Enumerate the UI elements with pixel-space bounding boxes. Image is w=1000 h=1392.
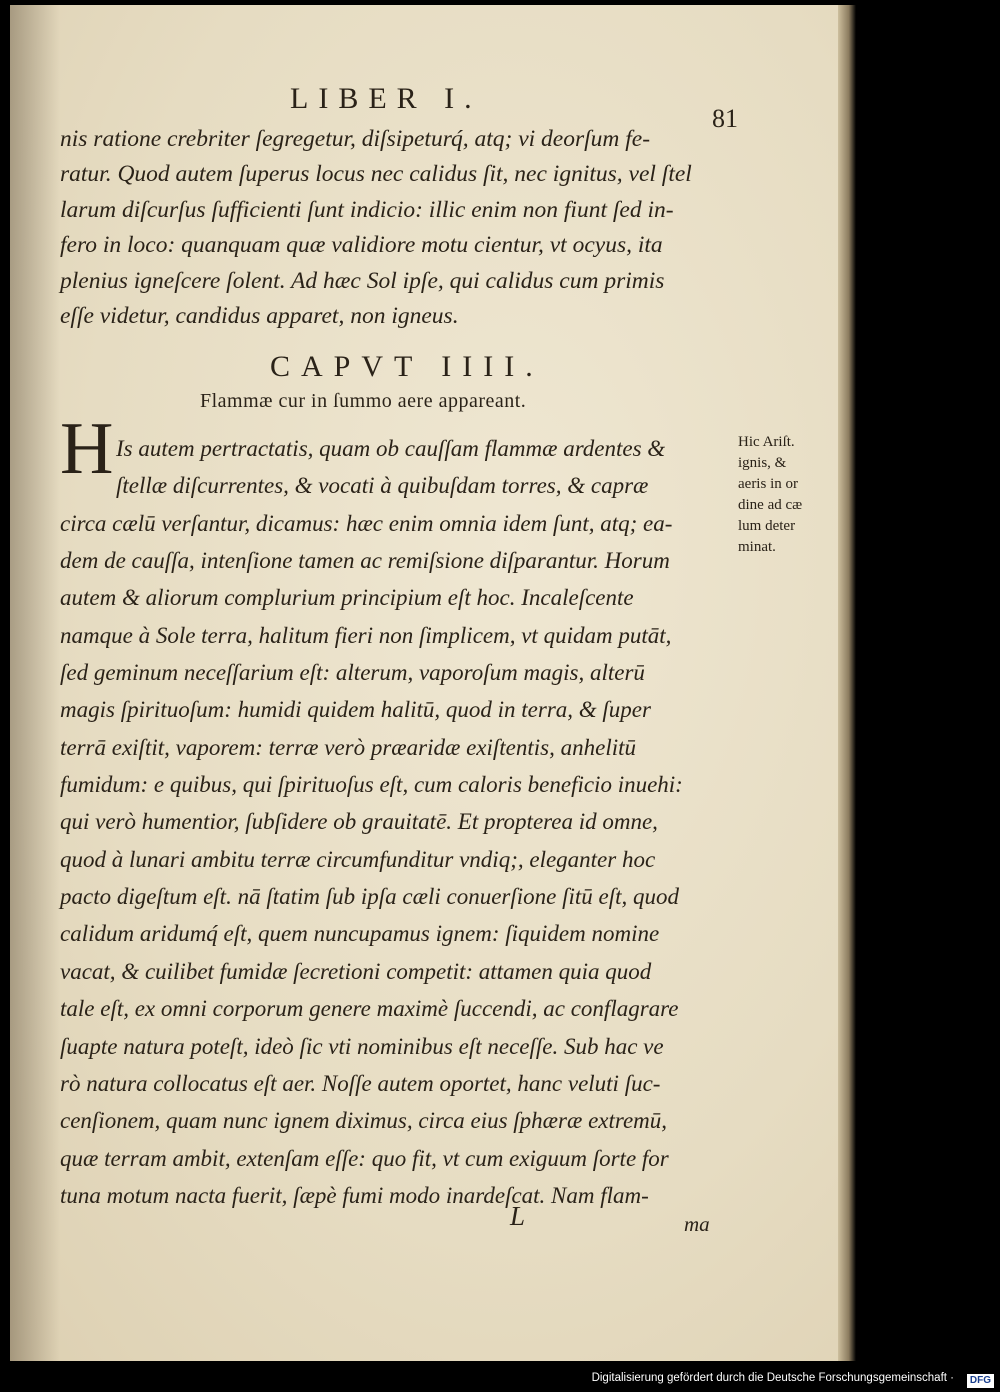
text-line: calidum aridumq́ eſt, quem nuncupamus ignem: ſiquidem nomine <box>60 921 660 947</box>
text-line: ſed geminum neceſſarium eſt: alterum, vaporoſum magis, alterū <box>60 660 645 686</box>
dfg-logo[interactable]: DFG <box>967 1374 994 1388</box>
chapter-heading: CAPVT IIII. <box>270 350 544 383</box>
text-line: cenſionem, quam nunc ignem diximus, circa eius ſphæræ extremū, <box>60 1108 668 1134</box>
text-line: quod à lunari ambitu terræ circumfunditur vndiq;, eleganter hoc <box>60 846 656 872</box>
text-line: namque à Sole terra, halitum fieri non ſimplicem, vt quidam putāt, <box>60 622 672 648</box>
text-line: terrā exiſtit, vaporem: terræ verò præaridæ exiſtentis, anhelitū <box>60 734 636 760</box>
drop-cap: H <box>60 408 114 490</box>
text-line: qui verò humentior, ſubſidere ob grauitatē. Et propterea id omne, <box>60 809 658 835</box>
text-line: plenius igneſcere ſolent. Ad hæc Sol ipſe, qui calidus cum primis <box>60 267 665 294</box>
catchword: ma <box>684 1212 710 1236</box>
margin-line: aeris in or <box>738 476 798 492</box>
margin-line: lum deter <box>738 518 796 534</box>
text-line: circa cælū verſantur, dicamus: hæc enim omnia idem ſunt, atq; ea- <box>60 510 673 536</box>
marginal-note <box>738 432 843 558</box>
text-line: nis ratione crebriter ſegregetur, diſsipeturq́, atq; vi deorſum fe- <box>60 126 651 152</box>
text-line: ratur. Quod autem ſuperus locus nec calidus ſit, nec ignitus, vel ſtel <box>60 161 692 188</box>
text-line: fumidum: e quibus, qui ſpirituoſus eſt, cum caloris beneficio inuehi: <box>60 772 683 798</box>
text-line: quæ terram ambit, extenſam eſſe: quo fit, vt cum exiguum ſorte for <box>60 1145 669 1171</box>
text-line: magis ſpirituoſum: humidi quidem halitū, quod in terra, & ſuper <box>60 697 651 723</box>
text-line: tale eſt, ex omni corporum genere maximè ſuccendi, ac conflagrare <box>60 996 679 1022</box>
text-line: larum diſcurſus ſufficienti ſunt indicio: illic enim non fiunt ſed in- <box>60 196 674 223</box>
margin-line: dine ad cæ <box>738 497 803 513</box>
signature-mark: L <box>510 1201 526 1231</box>
folio-number: 81 <box>712 104 738 133</box>
chapter-subtitle: Flammæ cur in ſummo aere appareant. <box>200 390 527 412</box>
text-line: autem & aliorum complurium principium eſt hoc. Incaleſcente <box>60 585 634 611</box>
continuation-text <box>60 122 750 334</box>
chapter-body <box>60 430 750 1214</box>
text-line: tuna motum nacta fuerit, ſæpè fumi modo inardeſcat. Nam flam- <box>60 1182 649 1208</box>
text-line: Is autem pertractatis, quam ob cauſſam flammæ ardentes & <box>116 436 666 461</box>
binding-shadow <box>10 5 60 1361</box>
text-line: vacat, & cuilibet fumidæ ſecretioni competit: attamen quia quod <box>60 958 652 984</box>
text-line: pacto digeſtum eſt. nā ſtatim ſub ipſa cæli conuerſione ſitū eſt, quod <box>60 884 680 910</box>
text-line: ſtellæ diſcurrentes, & vocati à quibuſdam torres, & capræ <box>116 473 649 499</box>
text-line: eſſe videtur, candidus apparet, non igneus. <box>60 302 459 329</box>
running-head: LIBER I. <box>290 82 482 115</box>
text-line: ſuapte natura poteſt, ideò ſic vti nominibus eſt neceſſe. Sub hac ve <box>60 1033 664 1059</box>
text-line: rò natura collocatus eſt aer. Noſſe autem oportet, hanc veluti ſuc- <box>60 1070 661 1096</box>
text-line: dem de cauſſa, intenſione tamen ac remiſsione diſparantur. Horum <box>60 548 670 574</box>
margin-line: ignis, & <box>738 455 787 471</box>
margin-line: minat. <box>738 539 776 555</box>
text-line: fero in loco: quanquam quæ validiore motu cientur, vt ocyus, ita <box>60 232 663 259</box>
digitization-credit: Digitalisierung gefördert durch die Deutsche Forschungsgemeinschaft · <box>591 1372 954 1384</box>
margin-line: Hic Ariſt. <box>738 434 795 450</box>
page-edge <box>838 5 856 1361</box>
